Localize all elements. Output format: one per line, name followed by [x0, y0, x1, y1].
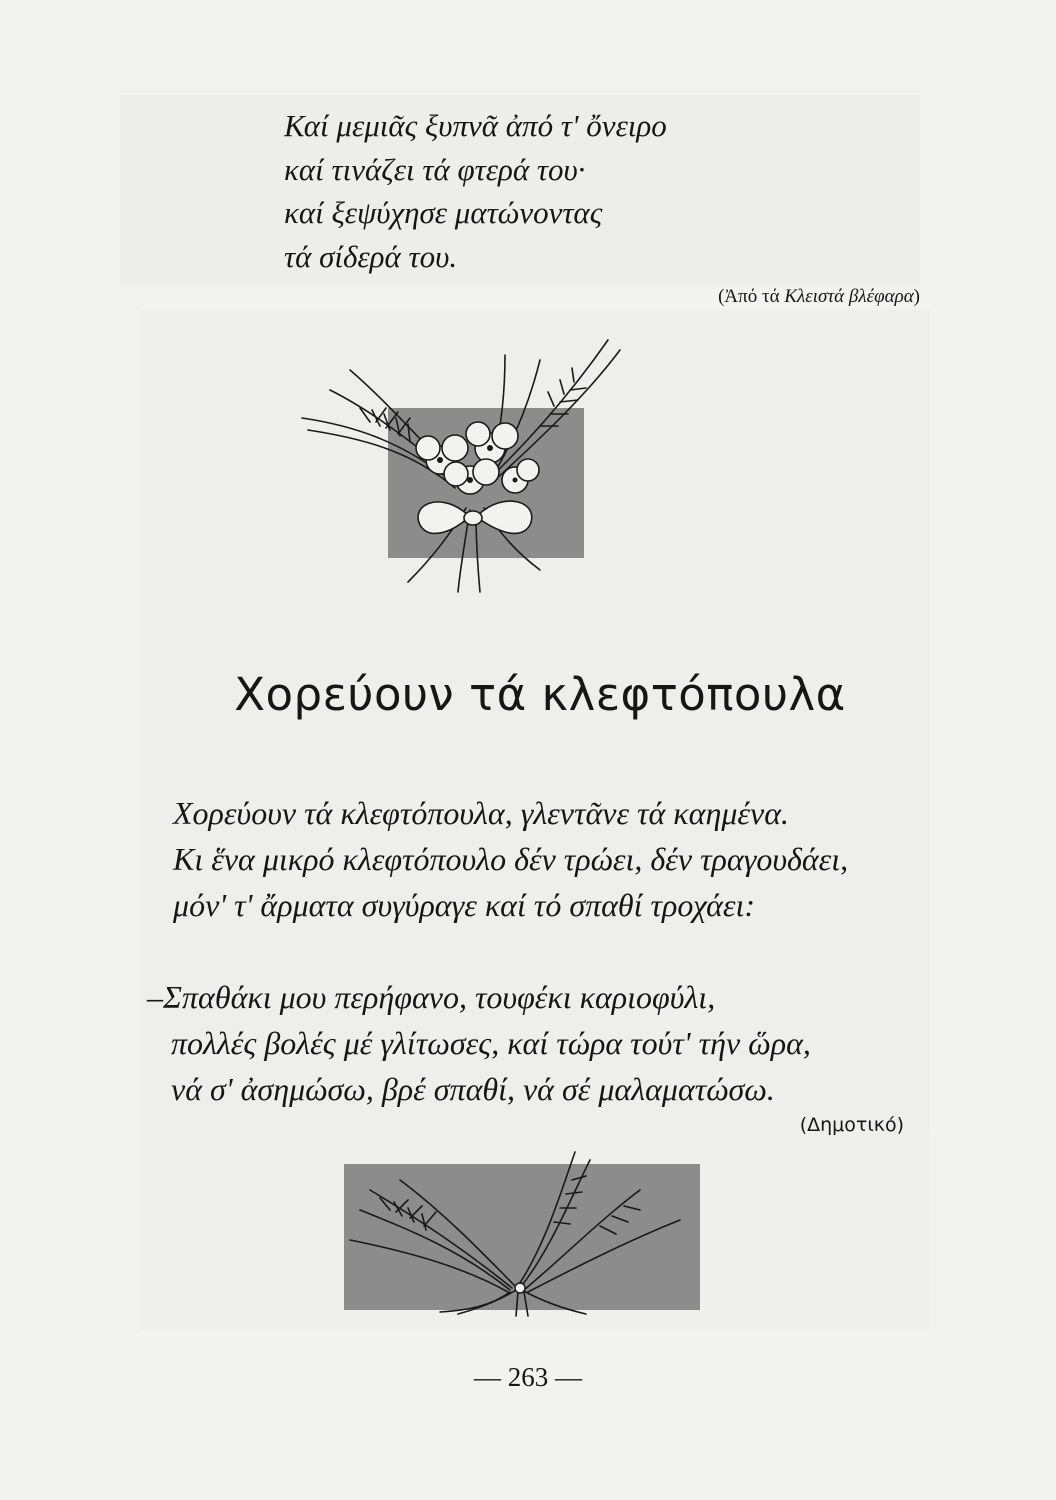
- source-close: ): [913, 286, 920, 307]
- poem-title: Χορεύουν τά κλεφτόπουλα: [234, 668, 846, 721]
- verse-line: πολλές βολές μέ γλίτωσες, καί τώρα τούτ' τήν ὥρα,: [171, 1025, 811, 1061]
- poem-line: τά σίδερά του.: [284, 238, 458, 274]
- poem-source: [600, 286, 920, 308]
- stanza: [173, 790, 953, 928]
- verse-line: Κι ἕνα μικρό κλεφτόπουλο δέν τρώει, δέν τραγουδάει,: [173, 841, 849, 877]
- attribution: (Δημοτικό): [799, 1114, 904, 1136]
- wheat-sheaf-icon: [340, 1150, 720, 1320]
- poem-line: καί ξεψύχησε ματώνοντας: [284, 195, 603, 230]
- verse-line: –Σπαθάκι μου περήφανο, τουφέκι καριοφύλι,: [147, 979, 716, 1015]
- verse-line: Χορεύουν τά κλεφτόπουλα, γλεντᾶνε τά καημένα.: [173, 795, 789, 831]
- poem-line: Καί μεμιᾶς ξυπνᾶ ἀπό τ' ὄνειρο: [284, 108, 667, 143]
- poem-line: καί τινάζει τά φτερά του·: [284, 151, 586, 187]
- poem-excerpt: [284, 104, 924, 278]
- verse-line: νά σ' ἀσημώσω, βρέ σπαθί, νά σέ μαλαματώσω.: [171, 1071, 775, 1107]
- source-title: Κλειστά βλέφαρα: [784, 286, 914, 307]
- wheat-flowers-bow-icon: [290, 330, 640, 600]
- stanza: [147, 974, 927, 1112]
- page-number: — 263 —: [474, 1362, 582, 1392]
- verse-line: μόν' τ' ἄρματα συγύραγε καί τό σπαθί τροχάει:: [173, 887, 756, 923]
- source-open: (Ἀπό τά: [718, 286, 785, 307]
